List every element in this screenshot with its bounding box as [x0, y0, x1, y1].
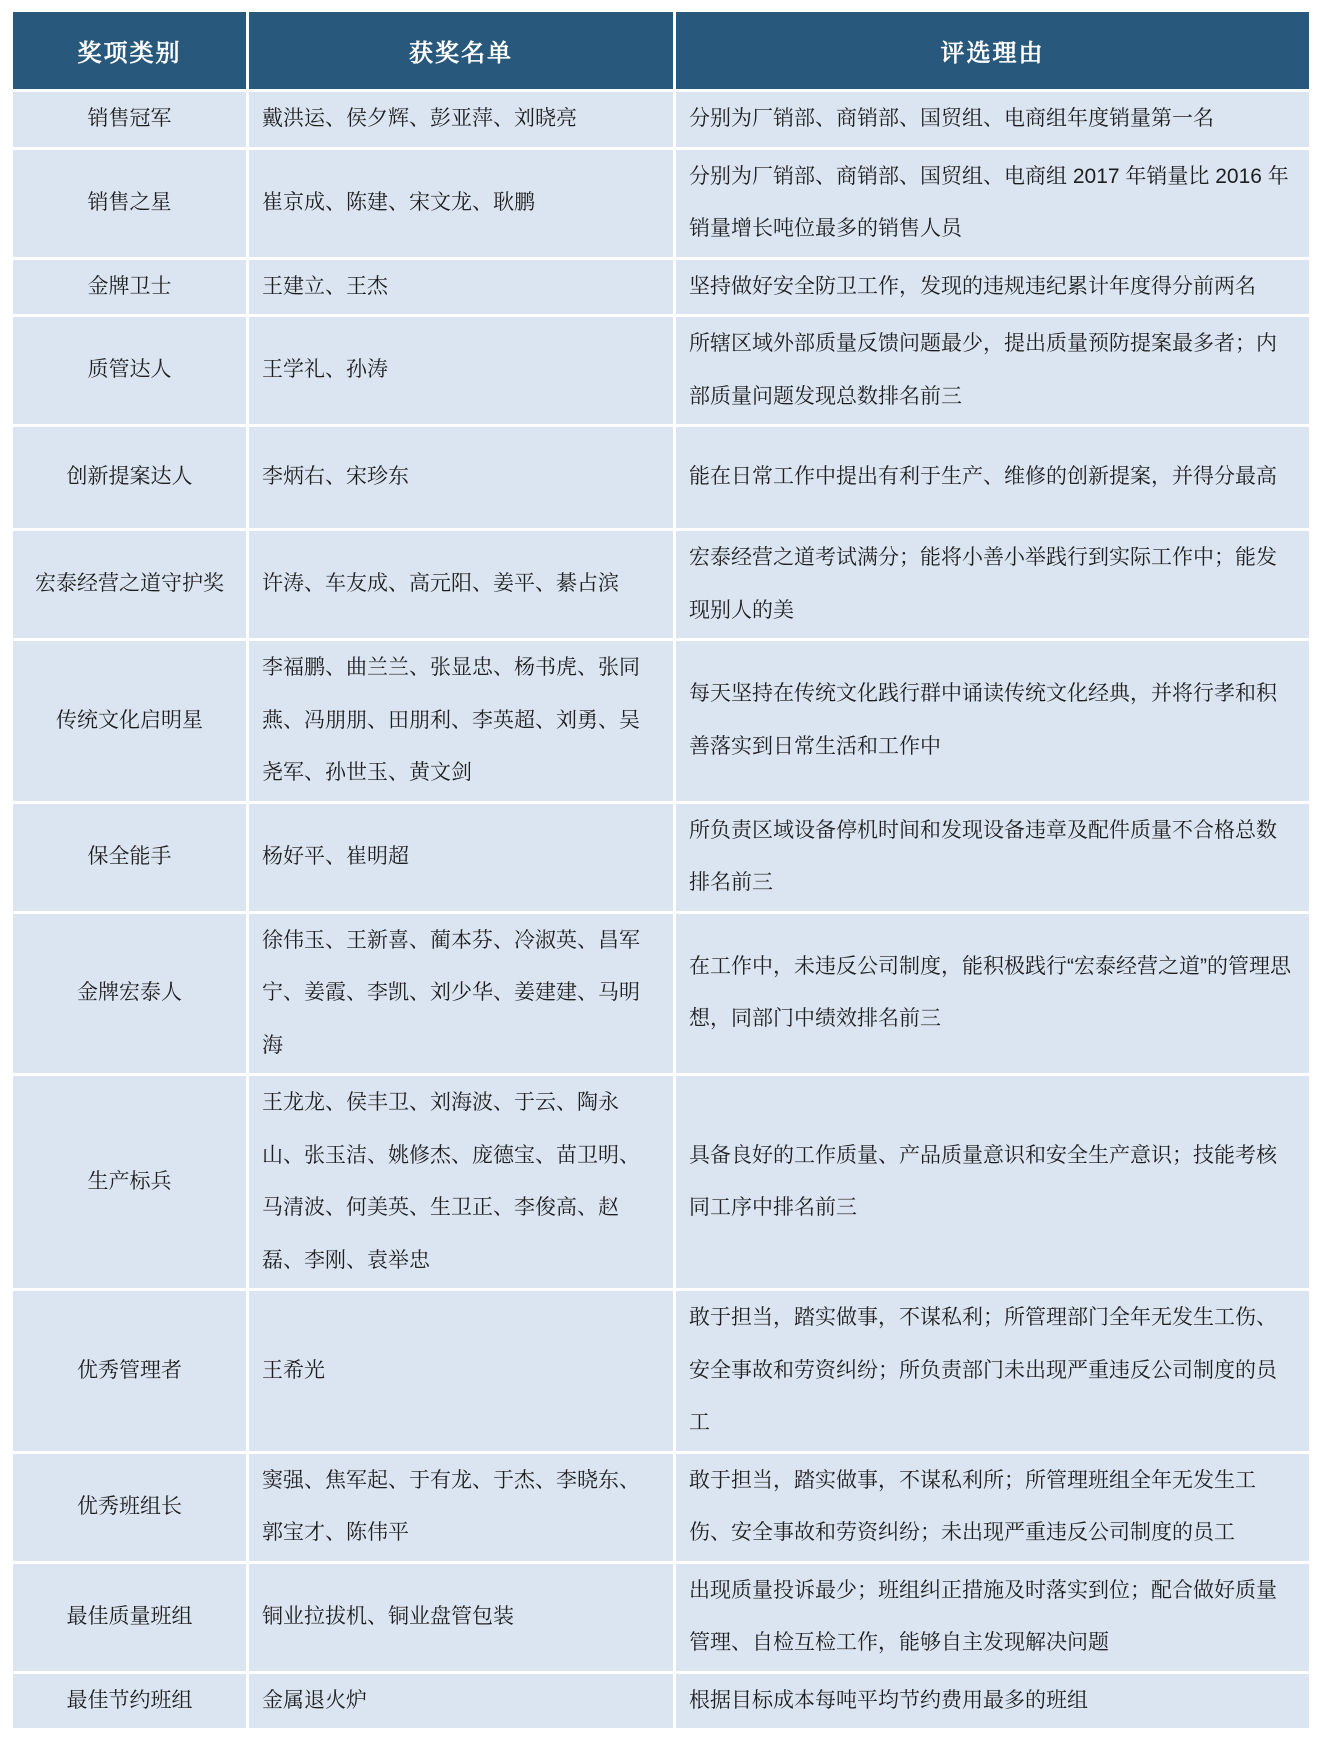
reason-cell: 出现质量投诉最少；班组纠正措施及时落实到位；配合做好质量管理、自检互检工作，能够自主发现解决问题 — [675, 1562, 1311, 1672]
table-row — [12, 91, 1311, 149]
category-cell: 金牌卫士 — [12, 258, 248, 316]
winners-cell: 铜业拉拔机、铜业盘管包装 — [248, 1562, 675, 1672]
winners-cell: 窦强、焦军起、于有龙、于杰、李晓东、郭宝才、陈伟平 — [248, 1452, 675, 1562]
reason-cell: 分别为厂销部、商销部、国贸组、电商组年度销量第一名 — [675, 91, 1311, 149]
category-cell: 宏泰经营之道守护奖 — [12, 530, 248, 640]
category-cell: 最佳质量班组 — [12, 1562, 248, 1672]
table-row — [12, 1672, 1311, 1730]
winners-cell: 王希光 — [248, 1290, 675, 1453]
table-row — [12, 316, 1311, 426]
reason-cell: 在工作中，未违反公司制度，能积极践行“宏泰经营之道”的管理思想，同部门中绩效排名前三 — [675, 912, 1311, 1075]
category-cell: 保全能手 — [12, 802, 248, 912]
table-row — [12, 802, 1311, 912]
winners-cell: 王学礼、孙涛 — [248, 316, 675, 426]
table-row — [12, 530, 1311, 640]
reason-cell: 敢于担当，踏实做事，不谋私利所；所管理班组全年无发生工伤、安全事故和劳资纠纷；未出现严重违反公司制度的员工 — [675, 1452, 1311, 1562]
winners-cell: 王建立、王杰 — [248, 258, 675, 316]
winners-cell: 戴洪运、侯夕辉、彭亚萍、刘晓亮 — [248, 91, 675, 149]
table-row — [12, 148, 1311, 258]
category-cell: 传统文化启明星 — [12, 640, 248, 803]
table-row — [12, 1562, 1311, 1672]
winners-cell: 徐伟玉、王新喜、蔺本芬、冷淑英、昌军宁、姜霞、李凯、刘少华、姜建建、马明海 — [248, 912, 675, 1075]
category-cell: 优秀班组长 — [12, 1452, 248, 1562]
reason-cell: 宏泰经营之道考试满分；能将小善小举践行到实际工作中；能发现别人的美 — [675, 530, 1311, 640]
column-header-reason: 评选理由 — [675, 11, 1311, 91]
table-row — [12, 1452, 1311, 1562]
category-cell: 创新提案达人 — [12, 426, 248, 530]
winners-cell: 杨好平、崔明超 — [248, 802, 675, 912]
category-cell: 质管达人 — [12, 316, 248, 426]
awards-table-body — [12, 91, 1311, 1730]
winners-cell: 李福鹏、曲兰兰、张显忠、杨书虎、张同燕、冯朋朋、田朋利、李英超、刘勇、吴尧军、孙世玉、黄文剑 — [248, 640, 675, 803]
category-cell: 优秀管理者 — [12, 1290, 248, 1453]
table-row — [12, 1075, 1311, 1290]
winners-cell: 李炳右、宋珍东 — [248, 426, 675, 530]
column-header-winners: 获奖名单 — [248, 11, 675, 91]
table-row — [12, 640, 1311, 803]
table-row — [12, 1290, 1311, 1453]
table-row — [12, 258, 1311, 316]
column-header-category: 奖项类别 — [12, 11, 248, 91]
header-row — [12, 11, 1311, 91]
winners-cell: 许涛、车友成、高元阳、姜平、綦占滨 — [248, 530, 675, 640]
reason-cell: 能在日常工作中提出有利于生产、维修的创新提案，并得分最高 — [675, 426, 1311, 530]
winners-cell: 王龙龙、侯丰卫、刘海波、于云、陶永山、张玉洁、姚修杰、庞德宝、苗卫明、马清波、何美英、生卫正、李俊高、赵磊、李刚、袁举忠 — [248, 1075, 675, 1290]
awards-table — [10, 9, 1312, 1731]
category-cell: 金牌宏泰人 — [12, 912, 248, 1075]
awards-table-header — [12, 11, 1311, 91]
category-cell: 销售之星 — [12, 148, 248, 258]
reason-cell: 敢于担当，踏实做事，不谋私利；所管理部门全年无发生工伤、安全事故和劳资纠纷；所负责部门未出现严重违反公司制度的员工 — [675, 1290, 1311, 1453]
reason-cell: 所负责区域设备停机时间和发现设备违章及配件质量不合格总数排名前三 — [675, 802, 1311, 912]
winners-cell: 金属退火炉 — [248, 1672, 675, 1730]
table-row — [12, 426, 1311, 530]
reason-cell: 具备良好的工作质量、产品质量意识和安全生产意识；技能考核同工序中排名前三 — [675, 1075, 1311, 1290]
reason-cell: 分别为厂销部、商销部、国贸组、电商组 2017 年销量比 2016 年销量增长吨位最多的销售人员 — [675, 148, 1311, 258]
category-cell: 销售冠军 — [12, 91, 248, 149]
table-row — [12, 912, 1311, 1075]
reason-cell: 每天坚持在传统文化践行群中诵读传统文化经典，并将行孝和积善落实到日常生活和工作中 — [675, 640, 1311, 803]
category-cell: 生产标兵 — [12, 1075, 248, 1290]
reason-cell: 根据目标成本每吨平均节约费用最多的班组 — [675, 1672, 1311, 1730]
reason-cell: 坚持做好安全防卫工作，发现的违规违纪累计年度得分前两名 — [675, 258, 1311, 316]
reason-cell: 所辖区域外部质量反馈问题最少，提出质量预防提案最多者；内部质量问题发现总数排名前三 — [675, 316, 1311, 426]
category-cell: 最佳节约班组 — [12, 1672, 248, 1730]
winners-cell: 崔京成、陈建、宋文龙、耿鹏 — [248, 148, 675, 258]
